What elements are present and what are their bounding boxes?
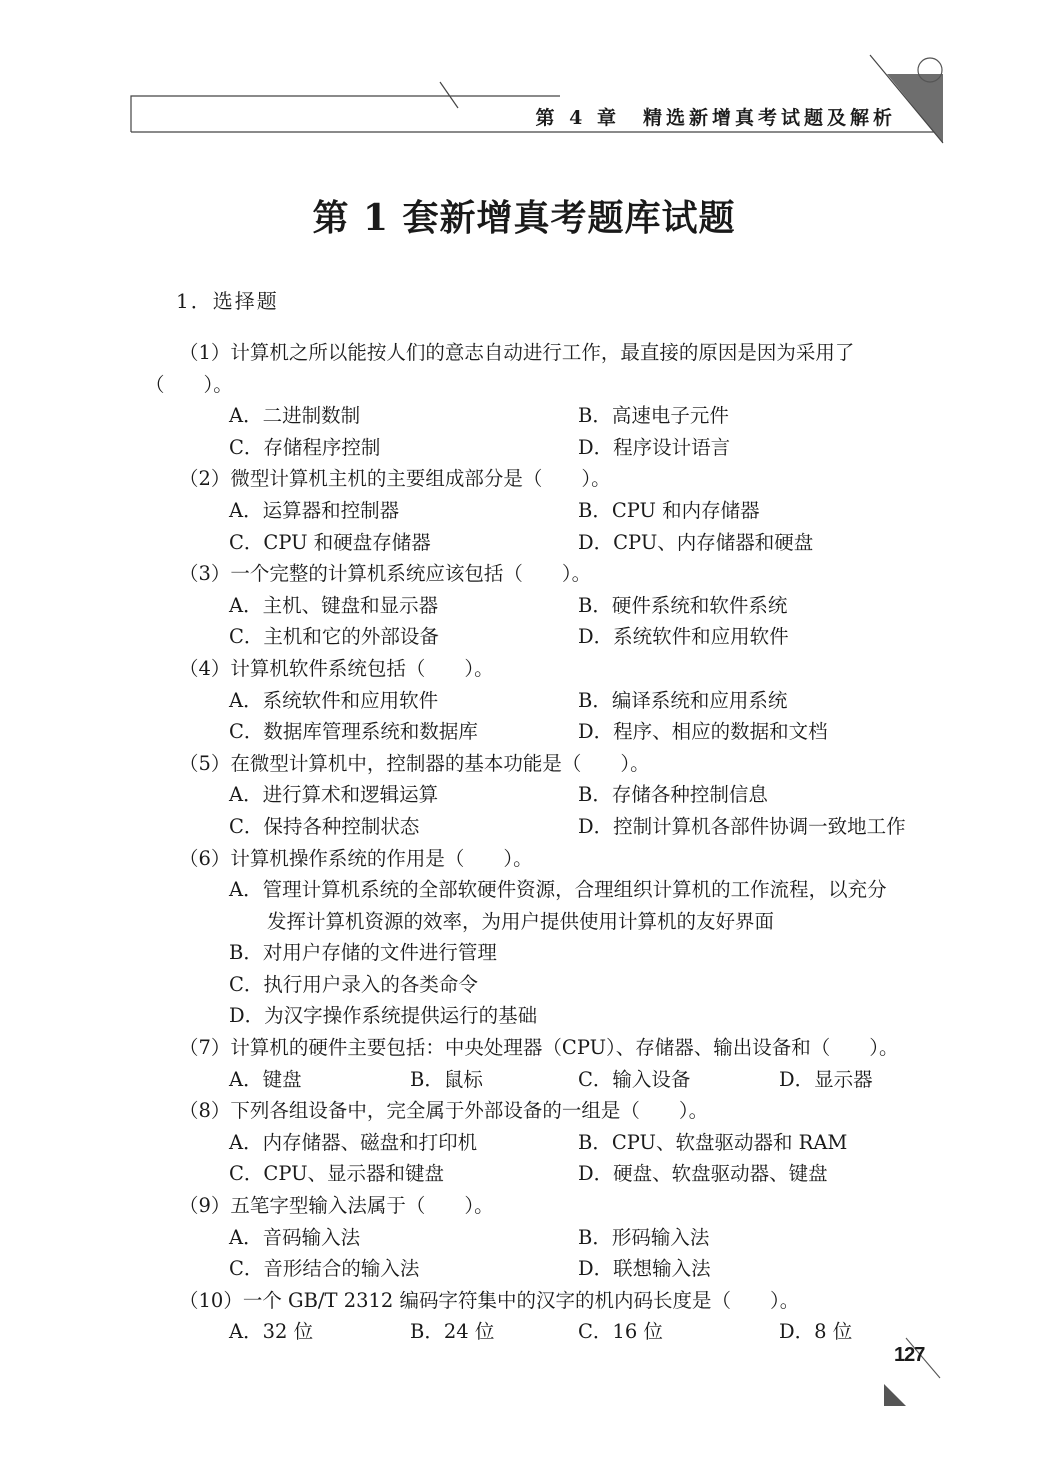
chapter-header-frame — [0, 0, 1048, 160]
question-9-stem: （9）五笔字型输入法属于（ ）。 — [179, 1194, 494, 1218]
question-2-option-a: A．运算器和控制器 — [229, 498, 400, 522]
question-5-option-d: D．控制计算机各部件协调一致地工作 — [578, 814, 906, 838]
question-6-option-a-cont: 发挥计算机资源的效率，为用户提供使用计算机的友好界面 — [267, 909, 775, 933]
question-5-options-row-1 — [0, 779, 1048, 811]
question-1-option-d: D．程序设计语言 — [578, 435, 731, 459]
question-6-stem: （6）计算机操作系统的作用是（ ）。 — [179, 846, 533, 870]
question-10-option-c: C．16 位 — [578, 1320, 663, 1344]
question-1-stem: （1）计算机之所以能按人们的意志自动进行工作，最直接的原因是因为采用了 — [179, 341, 855, 364]
question-5-option-c: C．保持各种控制状态 — [229, 814, 420, 838]
question-4-stem: （4）计算机软件系统包括（ ）。 — [179, 656, 494, 680]
question-8-options-row-2 — [0, 1158, 1048, 1190]
page-title: 第 1 套新增真考题库试题 — [312, 197, 736, 239]
question-5-option-a: A．进行算术和逻辑运算 — [229, 783, 439, 807]
question-7-option-c: C．输入设备 — [578, 1067, 691, 1091]
question-2-stem: （2）微型计算机主机的主要组成部分是（ ）。 — [179, 467, 611, 491]
question-3-option-b: B．硬件系统和软件系统 — [578, 593, 788, 617]
question-3-options-row-2 — [0, 621, 1048, 653]
question-3-option-c: C．主机和它的外部设备 — [229, 625, 439, 649]
question-5-option-b: B．存储各种控制信息 — [578, 783, 768, 807]
question-6-option-c: C．执行用户录入的各类命令 — [229, 972, 478, 996]
question-9-options-row-2 — [0, 1253, 1048, 1285]
question-7-option-d: D．显示器 — [779, 1067, 873, 1091]
question-8-option-a: A．内存储器、磁盘和打印机 — [229, 1130, 478, 1154]
question-9-option-c: C．音形结合的输入法 — [229, 1257, 420, 1281]
question-2-options-row-1 — [0, 495, 1048, 527]
question-5-stem: （5）在微型计算机中，控制器的基本功能是（ ）。 — [179, 751, 650, 775]
question-3-option-a: A．主机、键盘和显示器 — [229, 593, 439, 617]
question-10-option-b: B．24 位 — [410, 1320, 495, 1344]
question-8-options-row-1 — [0, 1127, 1048, 1159]
question-10-option-d: D．8 位 — [779, 1320, 853, 1344]
question-9-option-b: B．形码输入法 — [578, 1225, 710, 1249]
question-4-option-a: A．系统软件和应用软件 — [229, 688, 439, 712]
question-1-option-b: B．高速电子元件 — [578, 404, 729, 428]
question-2-option-b: B．CPU 和内存储器 — [578, 498, 760, 522]
question-7-stem: （7）计算机的硬件主要包括：中央处理器（CPU）、存储器、输出设备和（ ）。 — [179, 1036, 899, 1060]
question-2-option-d: D．CPU、内存储器和硬盘 — [578, 530, 814, 554]
chapter-header: 第 4 章 精选新增真考试题及解析 — [535, 107, 896, 129]
question-3-option-d: D．系统软件和应用软件 — [578, 625, 789, 649]
question-5-options-row-2 — [0, 811, 1048, 843]
question-4-options-row-1 — [0, 685, 1048, 717]
question-8-option-c: C．CPU、显示器和键盘 — [229, 1162, 445, 1186]
question-2-option-c: C．CPU 和硬盘存储器 — [229, 530, 431, 554]
question-2-options-row-2 — [0, 527, 1048, 559]
question-4-option-b: B．编译系统和应用系统 — [578, 688, 788, 712]
question-4-option-c: C．数据库管理系统和数据库 — [229, 720, 478, 744]
question-3-stem: （3）一个完整的计算机系统应该包括（ ）。 — [179, 562, 592, 586]
page-number-frame — [870, 1330, 960, 1410]
question-1-option-a: A．二进制数制 — [229, 404, 361, 428]
question-10-option-a: A．32 位 — [229, 1320, 314, 1344]
question-1-options-row-1 — [0, 400, 1048, 432]
question-1-options-row-2 — [0, 432, 1048, 464]
section-title: 1．选择题 — [176, 289, 279, 313]
question-list — [0, 337, 1048, 1348]
question-9-option-d: D．联想输入法 — [578, 1257, 711, 1281]
question-7-options-row — [0, 1064, 1048, 1096]
question-1-stem-cont: （ ）。 — [145, 372, 233, 396]
question-6-option-d: D．为汉字操作系统提供运行的基础 — [229, 1004, 538, 1028]
question-8-option-b: B．CPU、软盘驱动器和 RAM — [578, 1130, 848, 1154]
question-7-option-b: B．鼠标 — [410, 1067, 483, 1091]
question-6-option-a: A．管理计算机系统的全部软硬件资源，合理组织计算机的工作流程，以充分 — [229, 878, 887, 902]
question-4-option-d: D．程序、相应的数据和文档 — [578, 720, 828, 744]
question-6-option-b: B．对用户存储的文件进行管理 — [229, 941, 497, 965]
question-9-options-row-1 — [0, 1222, 1048, 1254]
question-9-option-a: A．音码输入法 — [229, 1225, 361, 1249]
question-4-options-row-2 — [0, 716, 1048, 748]
question-1-option-c: C．存储程序控制 — [229, 435, 381, 459]
question-8-option-d: D．硬盘、软盘驱动器、键盘 — [578, 1162, 828, 1186]
question-7-option-a: A．键盘 — [229, 1067, 302, 1091]
question-10-stem: （10）一个 GB/T 2312 编码字符集中的汉字的机内码长度是（ ）。 — [179, 1288, 800, 1312]
question-3-options-row-1 — [0, 590, 1048, 622]
page-number: 127 — [894, 1344, 925, 1366]
question-8-stem: （8）下列各组设备中，完全属于外部设备的一组是（ ）。 — [179, 1099, 709, 1123]
